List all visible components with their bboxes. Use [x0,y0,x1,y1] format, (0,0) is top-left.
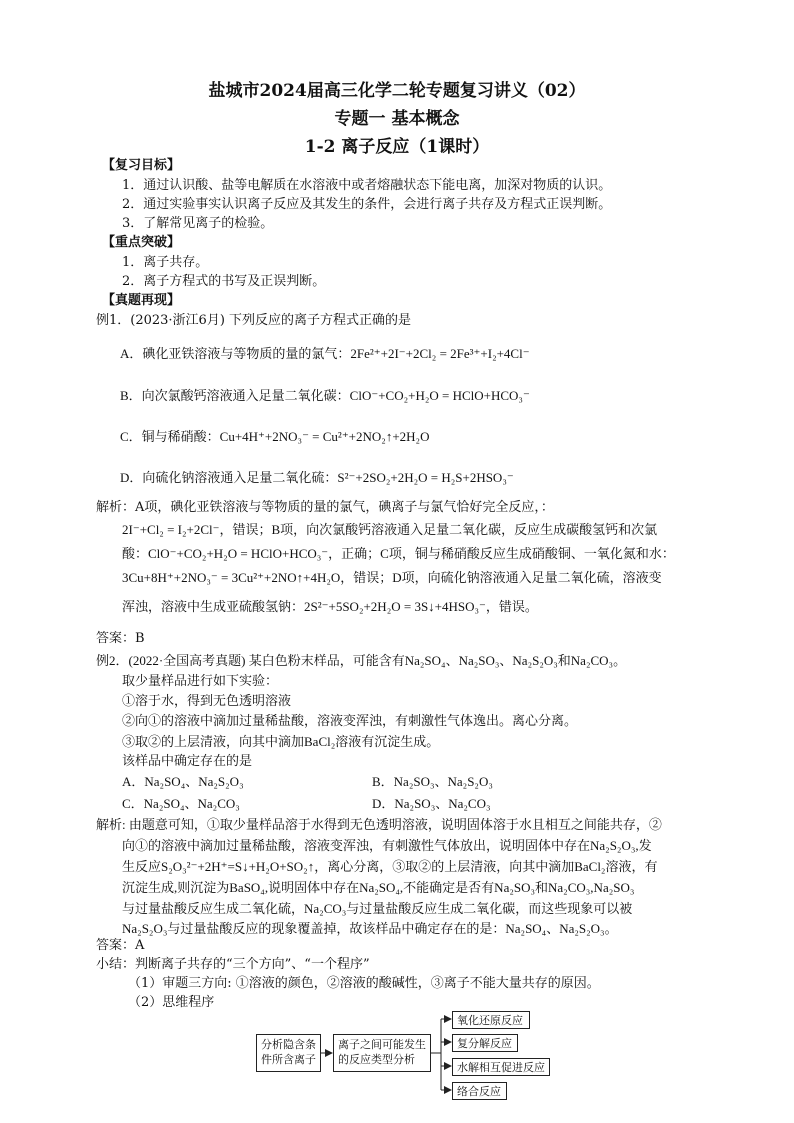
example2-step: 取少量样品进行如下实验： [122,674,279,689]
goal-item: 2．通过实验事实认识离子反应及其发生的条件，会进行离子共存及方程式正误判断。 [122,197,612,212]
example2-analysis-line: 解析: 由题意可知，①取少量样品溶于水得到无色透明溶液，说明固体溶于水且相互之间能共存，② [96,817,662,832]
flow-out-complexation: 络合反应 [452,1082,507,1100]
summary-line: 小结：判断离子共存的“三个方向”、“一个程序” [96,957,370,972]
focus-item: 2．离子方程式的书写及正误判断。 [122,274,326,289]
example2-analysis-line: 向①的溶液中滴加过量稀盐酸，溶液变浑浊，有刺激性气体放出，说明固体中存在Na₂S₂O₃,发 [122,838,652,853]
flow-box-text: 件所含离子 [261,1053,316,1066]
exam-header: 【真题再现】 [102,293,181,308]
flow-box-hidden-conditions [256,1034,321,1072]
example2-analysis-line: 与过量盐酸反应生成二氧化硫，Na₂CO₃与过量盐酸反应生成二氧化碳，而这些现象可以被 [122,901,633,916]
flow-out-metathesis: 复分解反应 [452,1034,518,1052]
example1-analysis-line: 3Cu+8H⁺+2NO₃⁻ = 3Cu²⁺+2NO↑+4H₂O，错误；D项，向硫化钠溶液通入足量二氧化硫，溶液变 [122,570,662,585]
example1-analysis-line: 解析：A项，碘化亚铁溶液与等物质的量的氯气，碘离子与氯气恰好完全反应，： [96,500,554,515]
goal-item: 1．通过认识酸、盐等电解质在水溶液中或者熔融状态下能电离，加深对物质的认识。 [122,178,612,193]
example1-stem: 例1．(2023·浙江6月) 下列反应的离子方程式正确的是 [96,313,412,328]
flow-box-text: 的反应类型分析 [338,1053,415,1066]
example2-answer: 答案：A [96,938,145,953]
flow-out-redox: 氧化还原反应 [452,1011,530,1029]
flow-box-text: 分析隐含条 [261,1038,316,1051]
example2-option-c: C．Na₂SO₄、Na₂CO₃ [122,796,240,811]
topic-title: 专题一 基本概念 [334,109,460,129]
example2-step: ③取②的上层清液，向其中滴加BaCl₂溶液有沉淀生成。 [122,734,440,749]
example1-analysis-line: 2I⁻+Cl₂ = I₂+2Cl⁻，错误；B项，向次氯酸钙溶液通入足量二氧化碳，反应生成碳酸氢钙和次氯 [122,522,658,537]
doc-title: 盐城市2024届高三化学二轮专题复习讲义（02） [208,81,586,101]
example2-analysis-line: 生反应S₂O₃²⁻+2H⁺=S↓+H₂O+SO₂↑，离心分离，③取②的上层清液，向其中滴加BaCl₂溶液，有 [122,859,658,874]
example2-step: 该样品中确定存在的是 [122,754,253,769]
example1-analysis-line: 酸：ClO⁻+CO₂+H₂O = HClO+HCO₃⁻，正确；C项，铜与稀硝酸反应生成硝酸铜、一氧化氮和水： [122,546,675,561]
focus-header: 【重点突破】 [102,235,181,250]
flow-out-hydrolysis: 水解相互促进反应 [452,1058,550,1076]
example2-step: ②向①的溶液中滴加过量稀盐酸，溶液变浑浊，有刺激性气体逸出。离心分离。 [122,714,578,729]
goals-header: 【复习目标】 [102,158,181,173]
example2-step: ①溶于水，得到无色透明溶液 [122,694,292,709]
flow-box-text: 离子之间可能发生 [338,1038,426,1051]
example2-analysis-line: Na₂S₂O₃与过量盐酸反应的现象覆盖掉，故该样品中确定存在的是：Na₂SO₄、Na₂S₂O₃。 [122,921,618,936]
example1-analysis-line: 浑浊，溶液中生成亚硫酸氢钠：2S²⁻+5SO₂+2H₂O = 3S↓+4HSO₃⁻，错误。 [122,599,538,614]
flow-box-reaction-types [333,1034,431,1072]
goal-item: 3．了解常见离子的检验。 [122,216,274,231]
example1-option-d: D．向硫化钠溶液通入足量二氧化硫：S²⁻+2SO₂+2H₂O = H₂S+2HSO₃⁻ [120,470,514,485]
summary-line: （1）审题三方向: ①溶液的颜色，②溶液的酸碱性，③离子不能大量共存的原因。 [128,976,600,991]
lesson-title: 1-2 离子反应（1课时） [304,137,490,157]
summary-line: （2）思维程序 [128,995,215,1010]
example1-option-b: B．向次氯酸钙溶液通入足量二氧化碳：ClO⁻+CO₂+H₂O = HClO+HCO₃⁻ [120,388,530,403]
example1-option-c: C．铜与稀硝酸：Cu+4H⁺+2NO₃⁻ = Cu²⁺+2NO₂↑+2H₂O [120,429,430,444]
example2-option-a: A．Na₂SO₄、Na₂S₂O₃ [122,774,244,789]
focus-item: 1．离子共存。 [122,255,209,270]
example1-option-a: A．碘化亚铁溶液与等物质的量的氯气：2Fe²⁺+2I⁻+2Cl₂ = 2Fe³⁺+I₂+4Cl⁻ [120,346,530,361]
example2-stem: 例2．(2022·全国高考真题) 某白色粉末样品，可能含有Na₂SO₄、Na₂SO₃、Na₂S₂O₃和Na₂CO₃。 [96,653,627,668]
example2-analysis-line: 沉淀生成,则沉淀为BaSO₄,说明固体中存在Na₂SO₄,不能确定是否有Na₂SO₃和Na₂CO₃,Na₂SO₃ [122,880,635,895]
example1-answer: 答案：B [96,631,145,646]
example2-option-d: D．Na₂SO₃、Na₂CO₃ [372,796,491,811]
example2-option-b: B．Na₂SO₃、Na₂S₂O₃ [372,774,493,789]
